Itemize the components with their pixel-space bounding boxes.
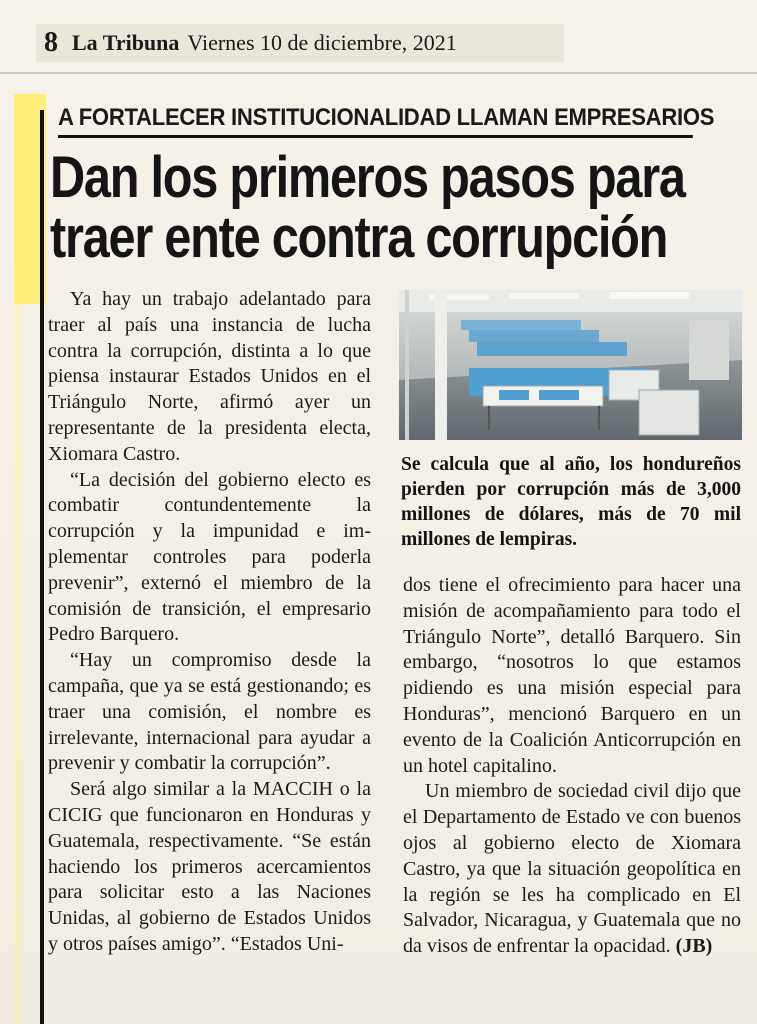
article-headline — [50, 145, 685, 270]
highlighter-mark-lower — [14, 304, 22, 1024]
paragraph: Ya hay un trabajo adelantado para traer al país una instancia de lucha contra la corrupción, distinta a lo que piensa instaurar Estados Unidos en el Triángulo Norte, afirmó ayer un representante de la presidenta electa, Xiomara Castro. — [48, 288, 371, 465]
left-column — [48, 287, 371, 958]
header-divider — [0, 72, 757, 74]
page-header — [36, 24, 564, 62]
publication-date: Viernes 10 de diciembre, 2021 — [187, 30, 457, 55]
paragraph: dos tiene el ofrecimiento para hacer una misión de acompañamiento para todo el Triángulo Norte”, detalló Barquero. Sin embargo, “nosotros lo que estamos pidiendo es una misión especial para Honduras”, mencionó Barquero en un evento de la Coalición Anticorrupción en un hotel capitalino. — [403, 574, 741, 777]
paragraph-text: Un miembro de sociedad civil dijo que el Departamento de Estado ve con buenos ojos al gobierno electo de Xiomara Castro, ya que la situación geopolítica en la región se les ha complicado en El Salvador, Nicaragua, y Guatemala que no da visos de enfrentar la opacidad. — [403, 780, 741, 958]
headline-line-1: Dan los primeros pasos para — [50, 145, 685, 210]
headline-line-2: traer ente contra corrupción — [50, 205, 668, 270]
publication-name: La Tribuna — [72, 30, 180, 55]
author-signoff: (JB) — [675, 935, 713, 958]
page-number: 8 — [44, 27, 58, 58]
paragraph: “Hay un compromiso desde la campaña, que ya se está gestionando; es traer una comisión, el nombre es irrelevante, internacional para ayudar a prevenir y combatir la corrupción”. — [48, 649, 371, 775]
paragraph-with-signoff — [403, 779, 741, 960]
article-kicker: A FORTALECER INSTITUCIONALIDAD LLAMAN EMPRESARIOS — [58, 104, 693, 138]
right-column — [403, 573, 741, 960]
paragraph: “La decisión del gobierno electo es combatir contundentemente la corrupción y la impunidad e implementar controles para poderla prevenir”, externó el miembro de la comisión de transición, el empresario Pedro Barquero. — [48, 468, 371, 646]
column-rule — [40, 110, 44, 1024]
paragraph: Será algo similar a la MACCIH o la CICIG que funcionaron en Honduras y Guatemala, respectivamente. “Se están haciendo los primeros acercamientos para solicitar esto a las Naciones Unidas, al gobierno de Estados Unidos y otros países amigo”. “Estados Uni- — [48, 778, 371, 955]
photo-caption: Se calcula que al año, los hondureños pierden por corrupción más de 3,000 millones de dólares, más de 70 mil millones de lempiras. — [401, 454, 741, 550]
hospital-beds-photo — [399, 290, 742, 440]
